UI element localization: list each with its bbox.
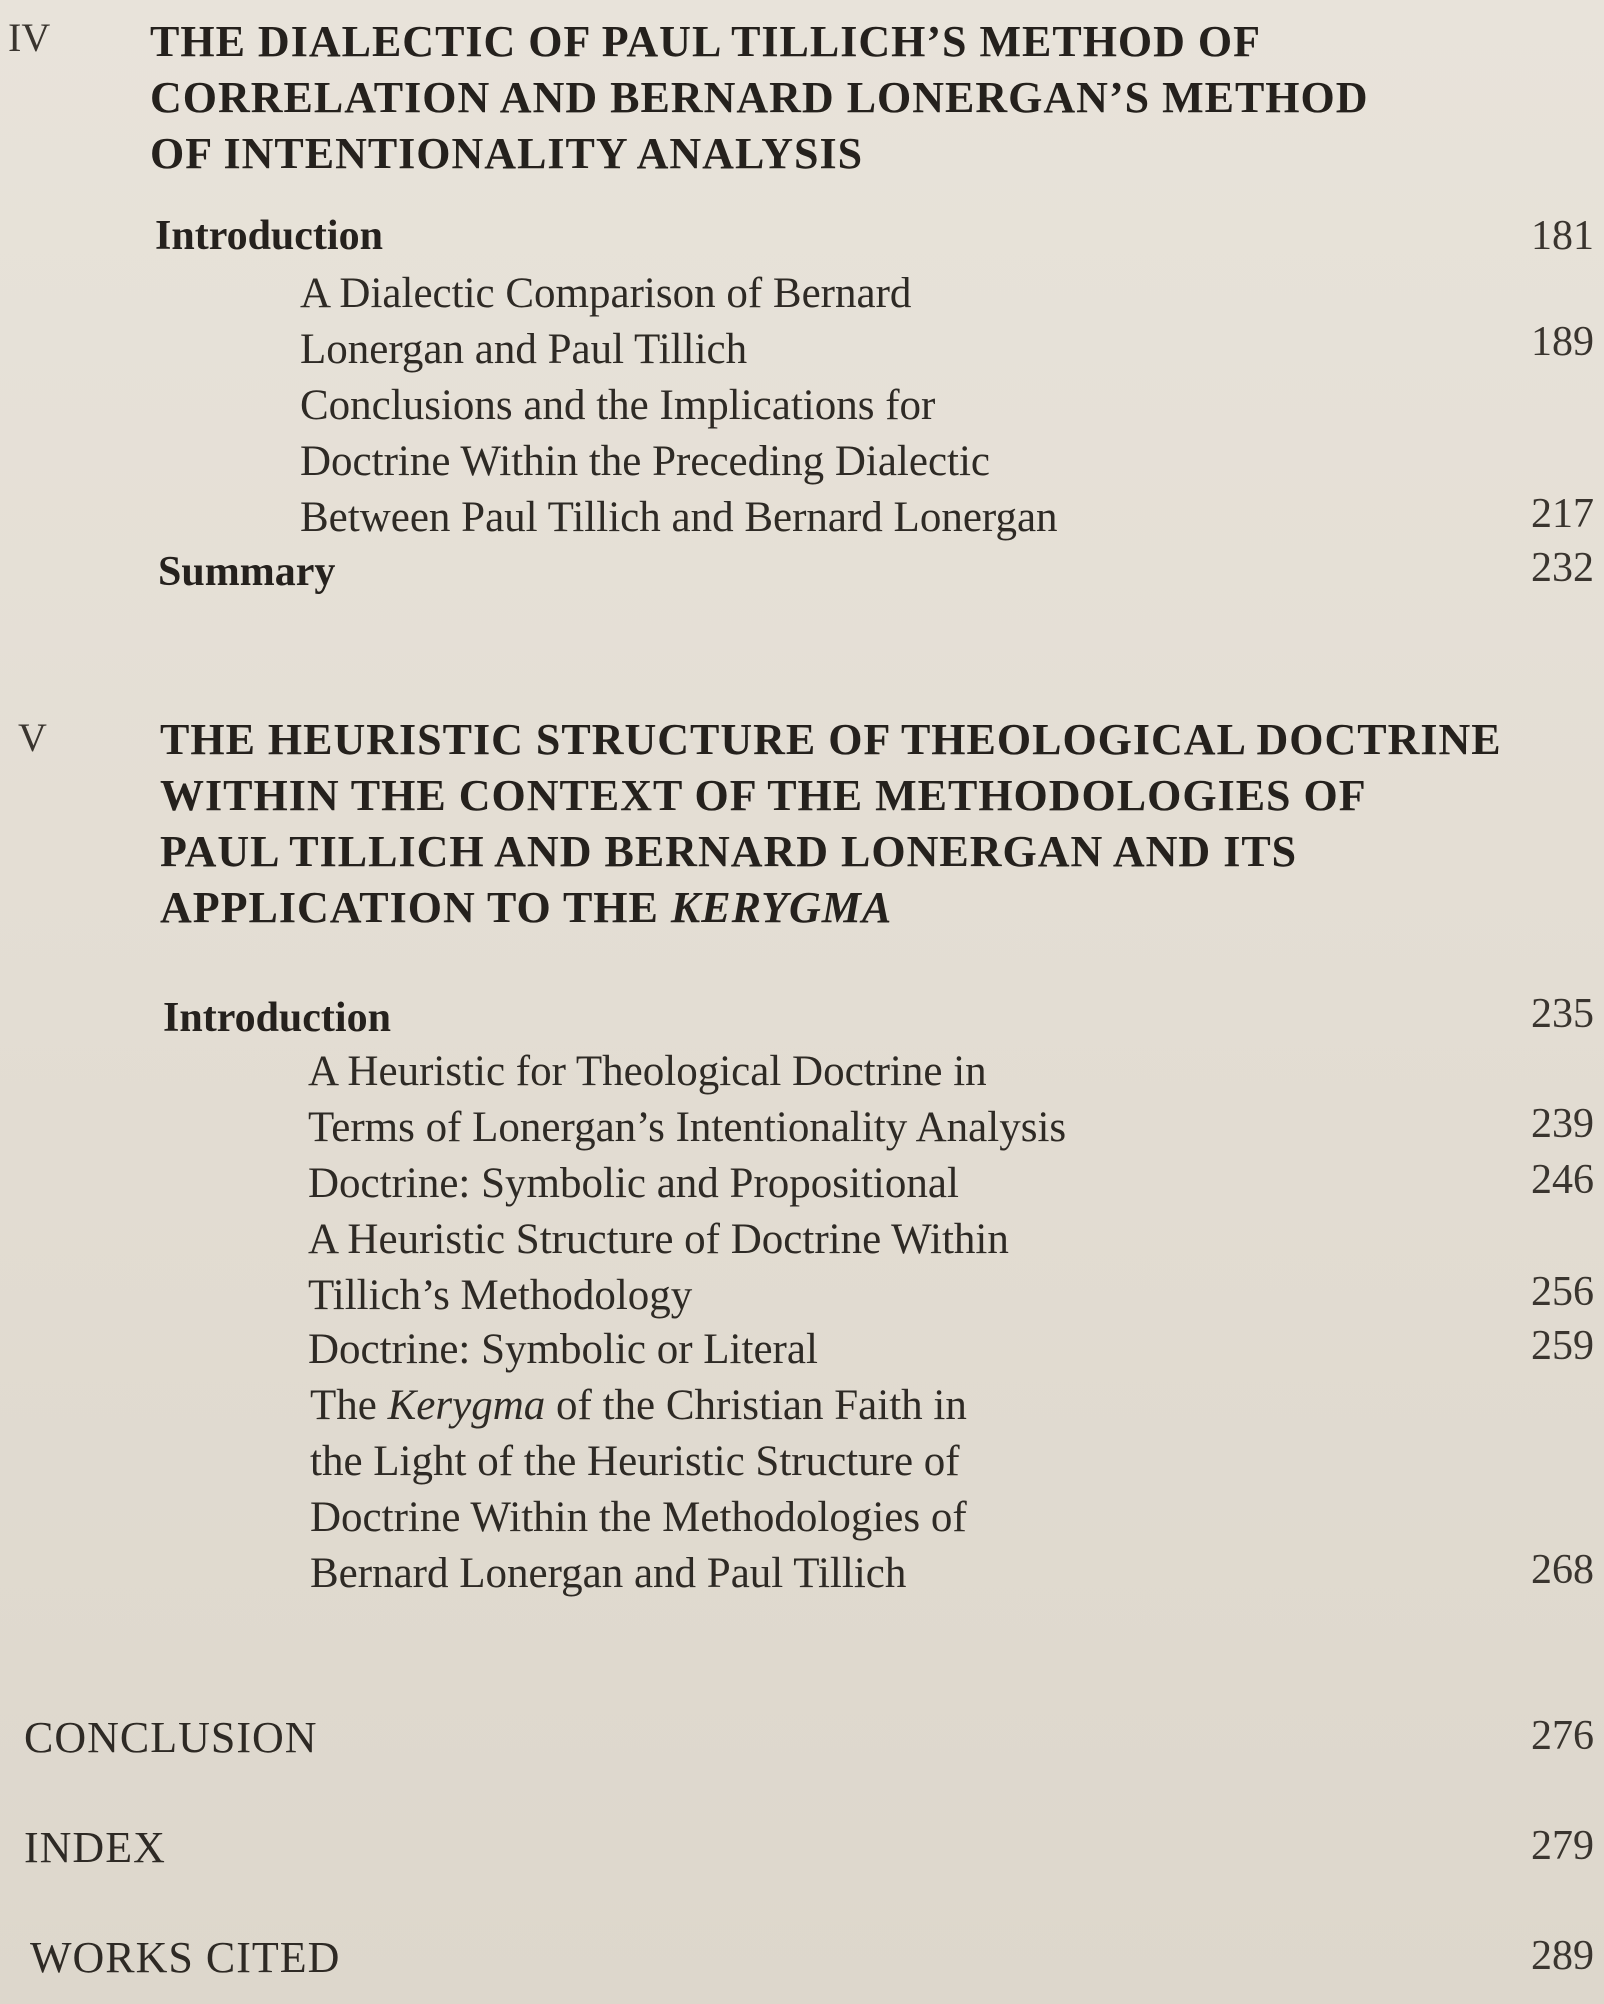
chapter-5-title: [160, 712, 1580, 936]
chapter-5-title-line: [160, 880, 1580, 936]
chapter-4-summary-label: Summary: [158, 549, 336, 595]
chapter-4-title: [150, 14, 1570, 182]
toc-entry: [308, 1044, 1066, 1156]
chapter-5-title-text: APPLICATION TO THE: [160, 883, 671, 932]
toc-entry: [300, 378, 1058, 546]
chapter-5-introduction-page: 235: [1531, 991, 1594, 1037]
conclusion-label: CONCLUSION: [24, 1713, 318, 1762]
toc-entry-line: A Heuristic for Theological Doctrine in: [308, 1048, 987, 1095]
toc-entry-page: 246: [1531, 1157, 1594, 1203]
toc-entry: [308, 1322, 818, 1378]
toc-entry-line: Doctrine: Symbolic or Literal: [308, 1326, 818, 1373]
toc-entry: [308, 1156, 959, 1212]
chapter-5-title-italic: KERYGMA: [670, 883, 893, 932]
toc-entry-text: of the Christian Faith in: [545, 1382, 967, 1429]
toc-entry-line: [310, 1378, 967, 1434]
toc-entry-page: 256: [1531, 1269, 1594, 1315]
works-cited-label: WORKS CITED: [30, 1933, 341, 1982]
chapter-5-title-line: WITHIN THE CONTEXT OF THE METHODOLOGIES OF: [160, 771, 1367, 820]
toc-entry-line: Bernard Lonergan and Paul Tillich: [310, 1550, 907, 1597]
chapter-4-title-line: OF INTENTIONALITY ANALYSIS: [150, 129, 864, 178]
toc-entry-italic: Kerygma: [387, 1382, 546, 1429]
chapter-4-introduction-label: Introduction: [155, 213, 383, 259]
chapter-4-title-line: CORRELATION AND BERNARD LONERGAN’S METHOD: [150, 73, 1369, 122]
toc-entry-line: Doctrine: Symbolic and Propositional: [308, 1160, 959, 1207]
toc-entry-line: A Dialectic Comparison of Bernard: [300, 270, 912, 317]
toc-entry-line: Between Paul Tillich and Bernard Lonergan: [300, 494, 1058, 541]
chapter-5-numeral: V: [18, 715, 47, 760]
toc-entry-line: Doctrine Within the Methodologies of: [310, 1494, 967, 1541]
chapter-4-summary-page: 232: [1531, 545, 1594, 591]
toc-entry-line: Doctrine Within the Preceding Dialectic: [300, 438, 991, 485]
toc-entry-page: 268: [1531, 1547, 1594, 1593]
toc-entry-line: Tillich’s Methodology: [308, 1272, 693, 1319]
conclusion-page: 276: [1531, 1713, 1594, 1759]
chapter-4-numeral: IV: [8, 15, 51, 60]
toc-entry: [308, 1212, 1009, 1324]
index-page: 279: [1531, 1823, 1594, 1869]
chapter-4-introduction-page: 181: [1531, 213, 1594, 259]
toc-entry-text: The: [310, 1382, 388, 1429]
chapter-5-title-line: THE HEURISTIC STRUCTURE OF THEOLOGICAL DOCTRINE: [160, 715, 1502, 764]
index-label: INDEX: [24, 1823, 166, 1872]
chapter-5-title-line: PAUL TILLICH AND BERNARD LONERGAN AND ITS: [160, 827, 1298, 876]
toc-entry-line: the Light of the Heuristic Structure of: [310, 1438, 960, 1485]
toc-entry-page: 217: [1531, 491, 1594, 537]
toc-entry-line: Terms of Lonergan’s Intentionality Analysis: [308, 1104, 1067, 1151]
toc-entry: [300, 266, 911, 378]
toc-entry-line: A Heuristic Structure of Doctrine Within: [308, 1216, 1009, 1263]
chapter-5-introduction-label: Introduction: [163, 995, 391, 1041]
toc-entry-line: Lonergan and Paul Tillich: [300, 326, 748, 373]
toc-entry-line: Conclusions and the Implications for: [300, 382, 936, 429]
chapter-4-title-line: THE DIALECTIC OF PAUL TILLICH’S METHOD OF: [150, 17, 1262, 66]
toc-entry-page: 239: [1531, 1101, 1594, 1147]
works-cited-page: 289: [1531, 1933, 1594, 1979]
toc-entry-page: 259: [1531, 1323, 1594, 1369]
toc-entry-page: 189: [1531, 319, 1594, 365]
toc-entry: [310, 1378, 967, 1602]
